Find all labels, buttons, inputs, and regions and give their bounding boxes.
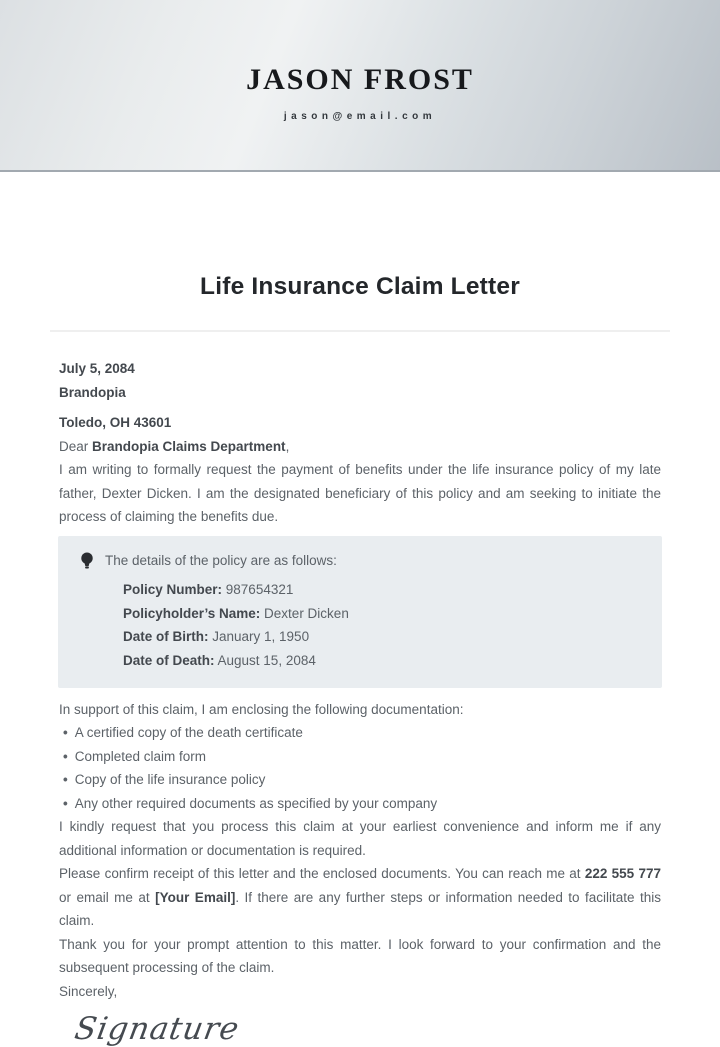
policyholder-name-label: Policyholder’s Name: <box>123 605 261 621</box>
paragraph-thanks: Thank you for your prompt attention to this matter. I look forward to your confirmation and the subsequent processing of the claim. <box>59 936 661 976</box>
salutation-suffix: , <box>285 438 290 454</box>
enclosure-intro: In support of this claim, I am enclosing the following documentation: <box>59 701 464 717</box>
date-of-birth-label: Date of Birth: <box>123 629 209 645</box>
signature: Signature <box>71 1011 243 1047</box>
title-divider <box>50 330 670 332</box>
enclosure-item: • A certified copy of the death certificate <box>59 721 661 745</box>
salutation <box>59 435 661 459</box>
salutation-prefix: Dear <box>59 438 93 454</box>
policy-details-box <box>58 536 662 688</box>
policy-row-holder <box>123 602 642 626</box>
date-of-death-label: Date of Death: <box>123 653 215 669</box>
date-of-birth-value: January 1, 1950 <box>208 629 310 645</box>
date-of-death-value: August 15, 2084 <box>214 653 316 669</box>
policy-rows <box>123 578 642 673</box>
enclosure-list <box>59 721 661 815</box>
company-address: Toledo, OH 43601 <box>59 415 172 430</box>
salutation-recipient: Brandopia Claims Department <box>92 438 286 454</box>
lightbulb-icon <box>80 552 94 570</box>
confirm-text-1: Please confirm receipt of this letter and the enclosed documents. You can reach me at <box>59 866 585 882</box>
policyholder-name-value: Dexter Dicken <box>260 605 349 621</box>
sender-email: jason@email.com <box>283 110 437 122</box>
letter-date: July 5, 2084 <box>59 361 135 376</box>
enclosure-item: • Completed claim form <box>59 745 661 769</box>
email-placeholder: [Your Email] <box>155 889 236 905</box>
closing: Sincerely, <box>59 983 118 999</box>
policy-number-value: 987654321 <box>222 582 294 597</box>
policy-box-heading <box>78 549 642 573</box>
letterhead <box>0 0 720 172</box>
letter-body <box>0 272 720 1047</box>
enclosure-item: • Copy of the life insurance policy <box>59 768 661 792</box>
company-name: Brandopia <box>59 384 126 400</box>
document-title: Life Insurance Claim Letter <box>200 273 520 300</box>
policy-row-number <box>123 578 642 602</box>
policy-number-label: Policy Number: <box>123 582 223 597</box>
paragraph-request: I kindly request that you process this claim at your earliest convenience and inform me if any additional information or documentation is required. <box>59 819 661 858</box>
paragraph-confirm <box>59 862 661 933</box>
policy-box-heading-text: The details of the policy are as follows: <box>105 552 337 568</box>
policy-row-death <box>123 649 642 673</box>
confirm-text-3: . If there are any further steps or information needed to facilitate this claim. <box>59 889 662 929</box>
contact-phone: 222 555 777 <box>584 866 661 882</box>
paragraph-intro: I am writing to formally request the payment of benefits under the life insurance policy of my late father, Dexter Dicken. I am the designated beneficiary of this policy and am seeking to initiate the process of claiming the benefits due. <box>59 462 661 524</box>
sender-name: JASON FROST <box>246 62 474 96</box>
enclosure-item: • Any other required documents as specified by your company <box>59 792 661 816</box>
date-block <box>59 357 661 435</box>
policy-row-birth <box>123 625 642 649</box>
confirm-text-2: or email me at <box>59 889 156 905</box>
